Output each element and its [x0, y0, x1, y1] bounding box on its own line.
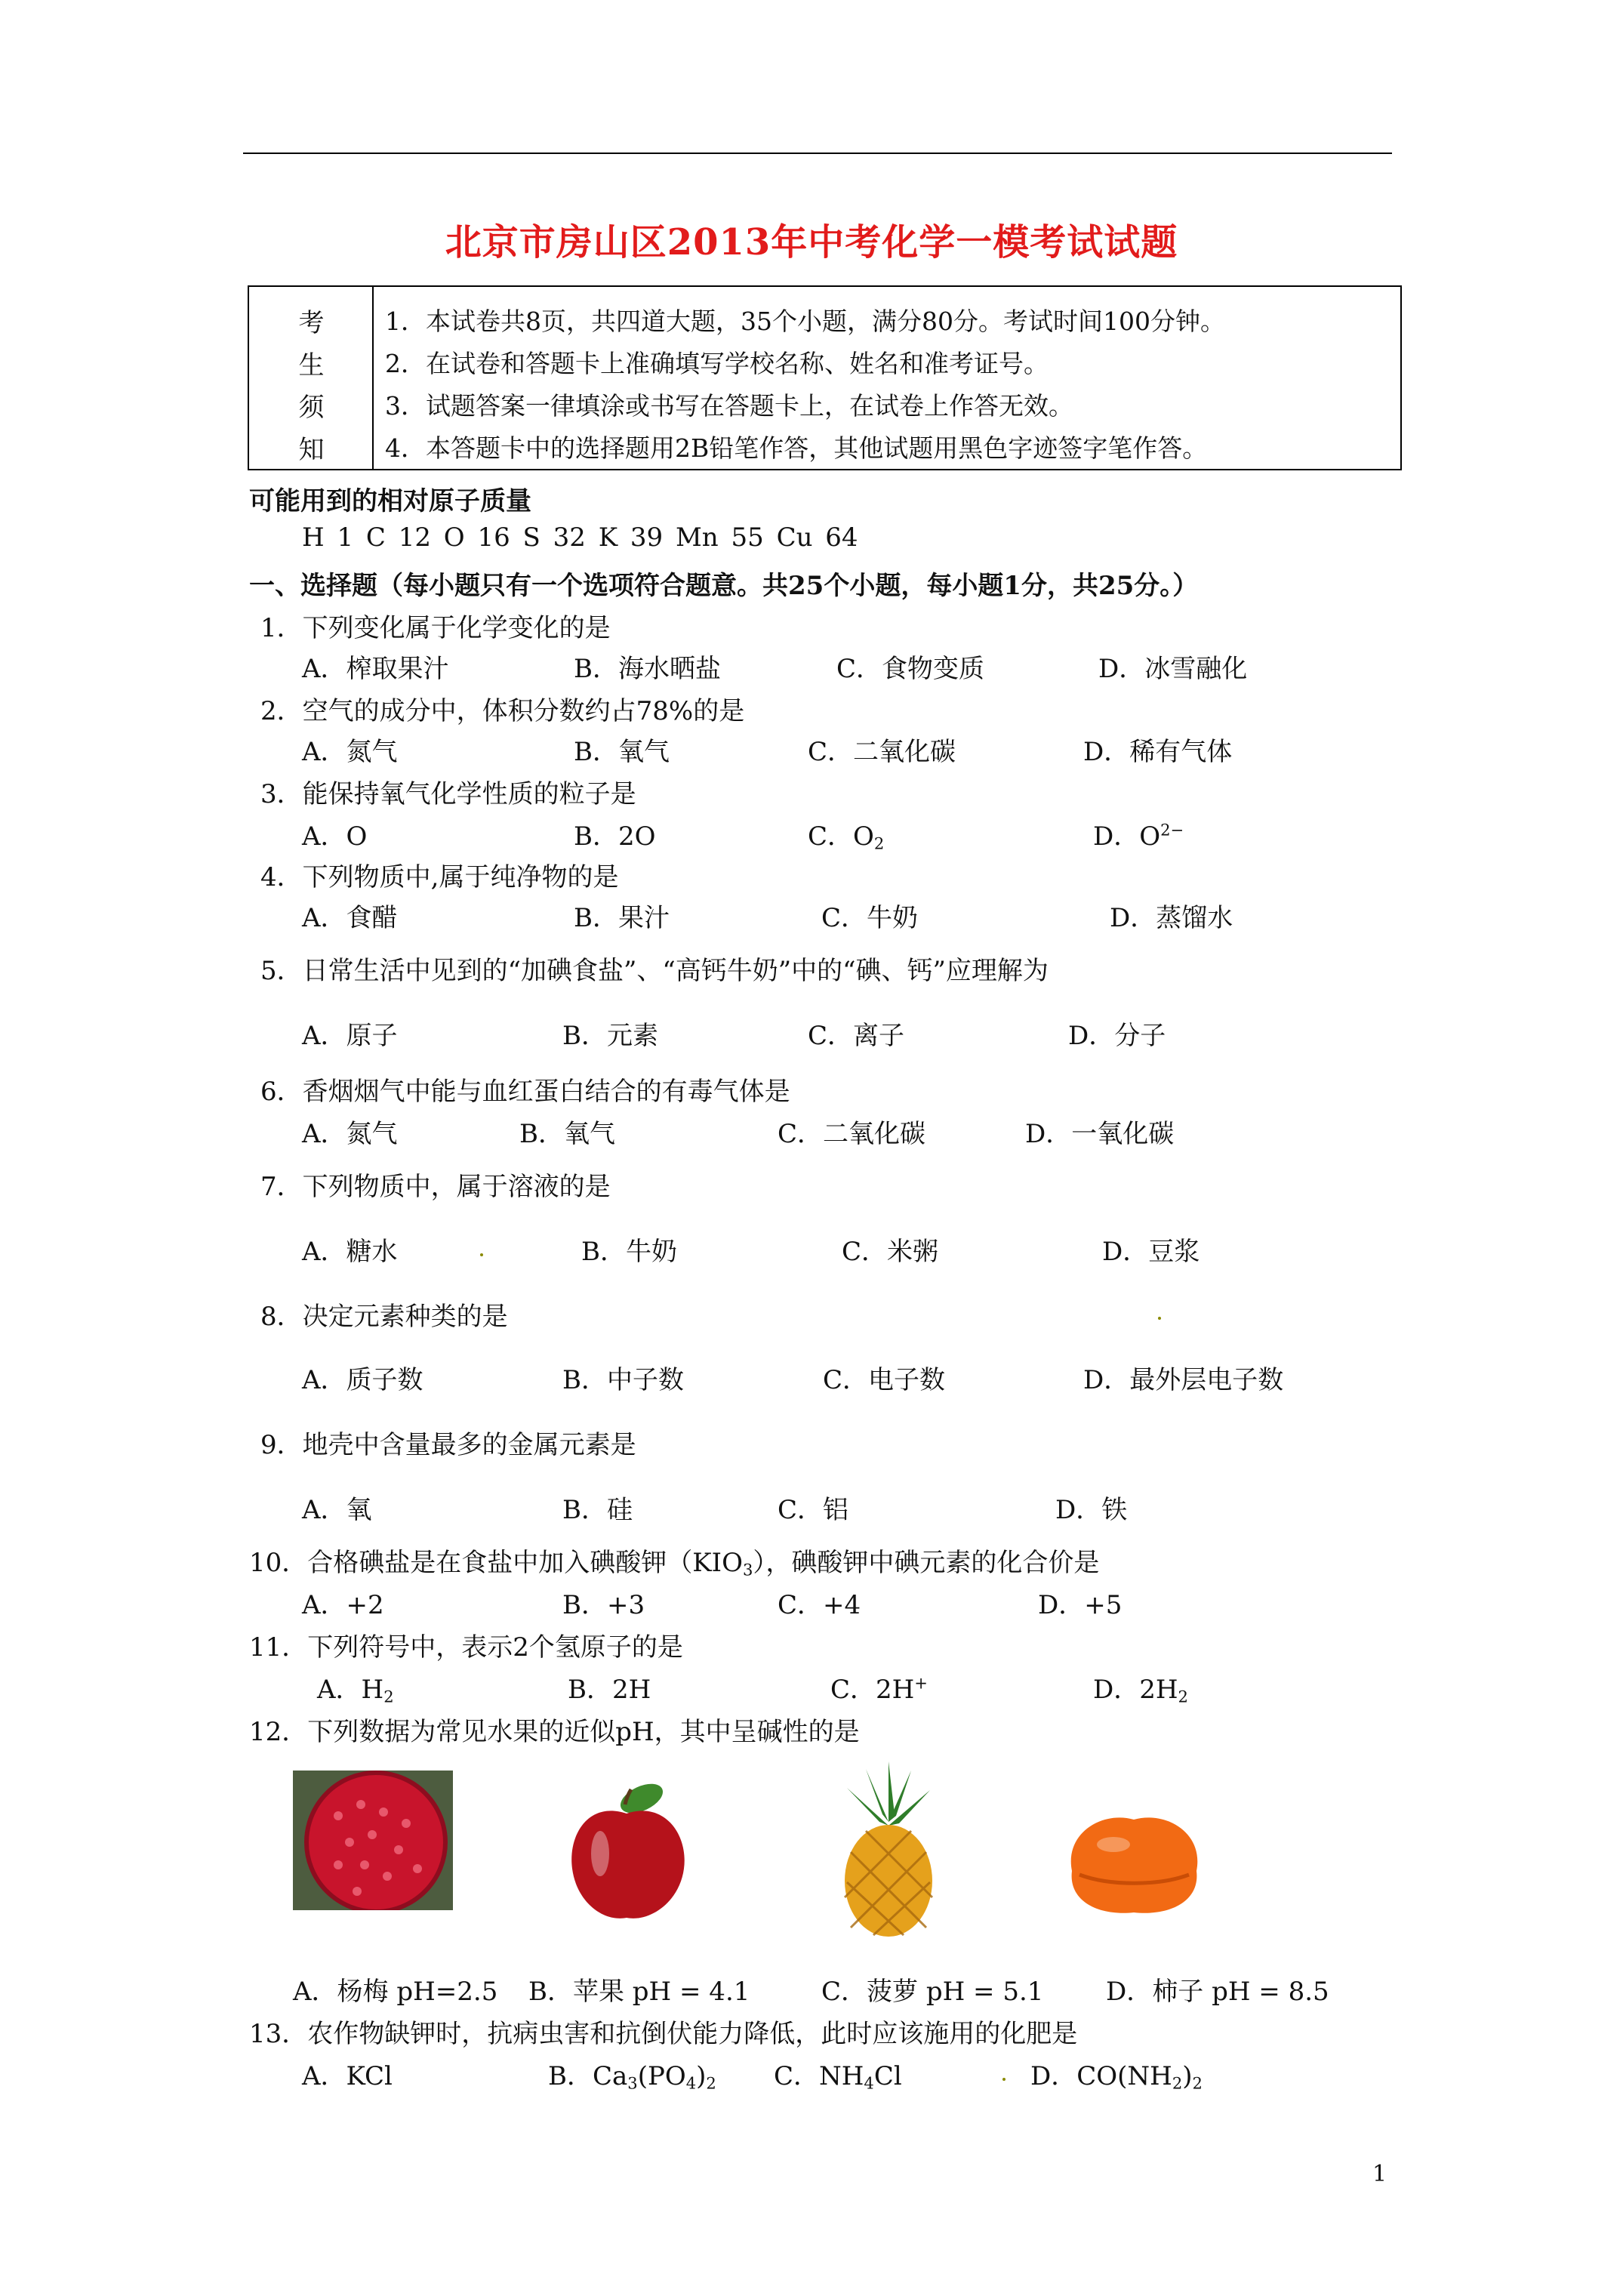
option-b: B．氧气: [519, 1119, 615, 1149]
option-b: B．海水晒盐: [574, 654, 721, 684]
option-c: C．铝: [778, 1495, 849, 1525]
question-stem: 2．空气的成分中，体积分数约占78%的是: [260, 696, 745, 726]
notice-heading-char: 生: [298, 350, 325, 381]
notice-item: 3．试题答案一律填涂或书写在答题卡上，在试卷上作答无效。: [385, 391, 1073, 421]
option-a: A．食醋: [302, 903, 398, 933]
question-stem: 5．日常生活中见到的“加碘食盐”、“高钙牛奶”中的“碘、钙”应理解为: [260, 956, 1049, 986]
notice-heading-char: 知: [298, 435, 325, 465]
option-c: C．$O_2$: [808, 821, 885, 853]
question-stem: 12．下列数据为常见水果的近似pH，其中呈碱性的是: [249, 1717, 860, 1747]
page-number: 1: [1372, 2161, 1387, 2187]
notice-item: 1．本试卷共8页，共四道大题，35个小题，满分80分。考试时间100分钟。: [385, 307, 1225, 336]
option-c: C．+4: [778, 1590, 861, 1620]
option-b: B．元素: [562, 1021, 658, 1051]
option-a: A．榨取果汁: [302, 654, 449, 684]
option-c: C．2H+: [830, 1673, 928, 1705]
stray-mark: [480, 1253, 483, 1256]
option-b: B．$Ca_3(PO_4)_2$: [548, 2061, 716, 2093]
atomic-mass-values: H 1 C 12 O 16 S 32 K 39 Mn 55 Cu 64: [302, 522, 858, 553]
option-d: D．$CO(NH_2)_2$: [1030, 2061, 1203, 2093]
question-stem: 9．地壳中含量最多的金属元素是: [260, 1430, 636, 1460]
option-b: B．果汁: [574, 903, 670, 933]
question-stem: 3．能保持氧气化学性质的粒子是: [260, 779, 636, 809]
option-c: C．二氧化碳: [808, 737, 956, 767]
bayberry-image: [293, 1771, 453, 1910]
option-d: D．+5: [1038, 1590, 1123, 1620]
option-d: D．豆浆: [1102, 1237, 1200, 1267]
option-b: B．硅: [562, 1495, 633, 1525]
exam-notice-box: [248, 285, 1402, 470]
notice-heading: [249, 287, 374, 469]
option-a: A．原子: [302, 1021, 398, 1051]
stray-mark: [1158, 1317, 1161, 1320]
question-stem: 13．农作物缺钾时，抗病虫害和抗倒伏能力降低，此时应该施用的化肥是: [249, 2019, 1078, 2049]
page-title: 北京市房山区2013年中考化学一模考试试题: [445, 221, 1178, 264]
question-stem: 7．下列物质中，属于溶液的是: [260, 1172, 611, 1202]
option-a: A．氮气: [302, 737, 398, 767]
option-d: D．柿子 pH = 8.5: [1106, 1977, 1329, 2007]
notice-heading-char: 须: [298, 393, 325, 423]
option-d: D．铁: [1055, 1495, 1128, 1525]
header-rule: [243, 153, 1392, 154]
question-stem: 8．决定元素种类的是: [260, 1302, 508, 1332]
option-c: C．电子数: [823, 1365, 946, 1395]
option-a: A．氮气: [302, 1119, 398, 1149]
option-d: D．最外层电子数: [1083, 1365, 1284, 1395]
option-b: B．中子数: [562, 1365, 684, 1395]
option-c: C．菠萝 pH = 5.1: [821, 1977, 1044, 2007]
option-c: C．牛奶: [821, 903, 919, 933]
option-a: A．$H_2$: [317, 1675, 394, 1706]
option-a: A．氧: [302, 1495, 372, 1525]
atomic-mass-heading: 可能用到的相对原子质量: [249, 486, 531, 516]
option-d: D．蒸馏水: [1110, 903, 1233, 933]
option-a: A．+2: [302, 1590, 384, 1620]
question-stem: 10．合格碘盐是在食盐中加入碘酸钾$(KIO_3)$，碘酸钾中碘元素的化合价是: [249, 1548, 1100, 1579]
option-b: B．氧气: [574, 737, 670, 767]
option-a: A．O: [302, 821, 368, 852]
option-a: A．质子数: [302, 1365, 423, 1395]
section-heading: 一、选择题（每小题只有一个选项符合题意。共25个小题，每小题1分，共25分。）: [249, 571, 1199, 601]
option-c: C．食物变质: [836, 654, 985, 684]
question-stem: 4．下列物质中,属于纯净物的是: [260, 862, 619, 892]
option-d: D．$O^{2-}$: [1093, 820, 1184, 852]
option-b: B．+3: [562, 1590, 645, 1620]
question-stem: 11．下列符号中，表示2个氢原子的是: [249, 1632, 683, 1663]
option-b: B．2H: [568, 1675, 651, 1705]
option-b: B．牛奶: [581, 1237, 677, 1267]
option-a: A．糖水: [302, 1237, 398, 1267]
option-b: B．苹果 pH = 4.1: [528, 1977, 750, 2007]
option-d: D．分子: [1068, 1021, 1166, 1051]
question-stem: 6．香烟烟气中能与血红蛋白结合的有毒气体是: [260, 1077, 790, 1107]
question-stem: 1．下列变化属于化学变化的是: [260, 613, 611, 643]
option-d: D．冰雪融化: [1098, 654, 1248, 684]
notice-heading-char: 考: [298, 308, 325, 338]
option-d: D．$2H_2$: [1093, 1675, 1188, 1706]
pineapple-image: [836, 1761, 941, 1937]
stray-mark: [1002, 2078, 1006, 2081]
option-a: A．KCl: [302, 2061, 393, 2091]
persimmon-image: [1057, 1803, 1212, 1924]
option-c: C．$NH_4Cl$: [774, 2061, 902, 2093]
option-c: C．二氧化碳: [778, 1119, 926, 1149]
notice-item: 2．在试卷和答题卡上准确填写学校名称、姓名和准考证号。: [385, 349, 1049, 378]
option-c: C．离子: [808, 1021, 905, 1051]
notice-item: 4．本答题卡中的选择题用2B铅笔作答，其他试题用黑色字迹签字笔作答。: [385, 433, 1208, 463]
option-d: D．稀有气体: [1083, 737, 1233, 767]
option-d: D．一氧化碳: [1025, 1119, 1175, 1149]
option-c: C．米粥: [842, 1237, 939, 1267]
option-a: A．杨梅 pH=2.5: [293, 1977, 498, 2007]
option-b: B．2O: [574, 821, 656, 852]
apple-image: [566, 1774, 691, 1924]
